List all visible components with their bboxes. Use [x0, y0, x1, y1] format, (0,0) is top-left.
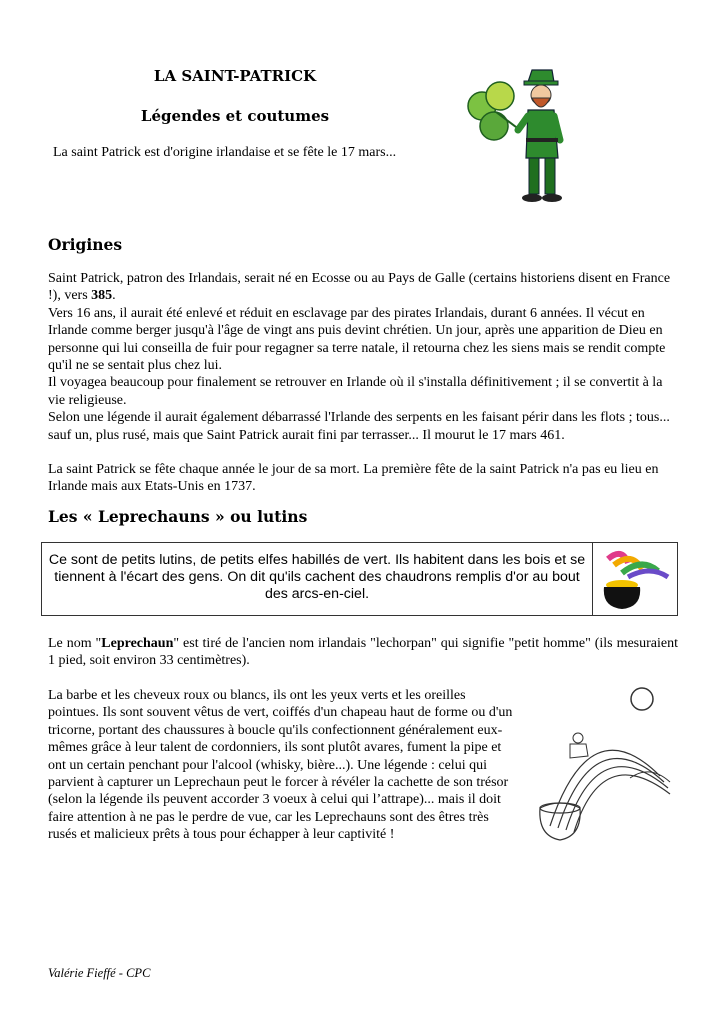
footer-author: Valérie Fieffé - CPC: [48, 966, 151, 980]
origines-p1-end: .: [112, 288, 116, 304]
sun-icon: [631, 688, 653, 710]
origines-p1-year: 385: [91, 288, 113, 304]
name-text-b: " est tiré de l'ancien nom irlandais "lechorpan" qui signifie "petit homme" (ils mesuraient 1 pied, soit environ 33 centimètres).: [48, 636, 678, 669]
rainbow-leprechaun-illustration: [530, 686, 680, 846]
origines-paragraph: Il voyagea beaucoup pour finalement se retrouver en Irlande où il s'installa définitivement ; il se convertit à la vie religieuse.: [48, 375, 663, 408]
origines-p1-text: Saint Patrick, patron des Irlandais, serait né en Ecosse ou au Pays de Galle (certains historiens disent en France !), vers: [48, 271, 671, 304]
name-word: Leprechaun: [101, 636, 174, 651]
leprechaun-shamrock-illustration: [462, 68, 572, 213]
name-text-a: Le nom ": [48, 636, 102, 651]
intro-text: La saint Patrick est d'origine irlandaise et se fête le 17 mars...: [53, 145, 397, 160]
section-heading-leprechauns: Les « Leprechauns » ou lutins: [48, 507, 308, 526]
pot-of-gold-icon: [598, 547, 674, 611]
origines-text: [48, 270, 678, 496]
page-title: LA SAINT-PATRICK: [153, 67, 317, 85]
leprechaun-description: La barbe et les cheveux roux ou blancs, ils ont les yeux verts et les oreilles pointues. Ils sont souvent vêtus de vert, coiffés d'un chapeau haut de forme ou d'un tricorne, portant des chaussures à boucle qu'ils confectionnent généralement eux-mêmes grâce à leur talent de cordonniers, ils sont plutôt avares, fument la pipe et ont un certain penchant pour l'alcool (whisky, bière...). Une légende : celui qui parvient à capturer un Leprechaun peut le forcer à révéler la cachette de son trésor (selon la légende ils peuvent accorder 3 voeux à celui qui l’attrape)... mais il doit faire attention à ne pas le perdre de vue, car les Leprechauns sont des êtres très rusés et malicieux prêts à tous pour échapper à leur captivité !: [48, 688, 513, 843]
info-box-text: Ce sont de petits lutins, de petits elfes habillés de vert. Ils habitent dans les bois et se tiennent à l'écart des gens. On dit qu'ils cachent des chaudrons remplis d'or au bout des arcs-en-ciel.: [42, 543, 593, 615]
origines-paragraph: [48, 270, 678, 305]
origines-paragraph: Vers 16 ans, il aurait été enlevé et réduit en esclavage par des pirates Irlandais, durant 6 années. Il vécut en Irlande comme berger jusqu'à l'âge de vingt ans puis devint chrétien. Un jour, après une apparition de Dieu en personne qui lui conseilla de fuir pour regagner sa terre natale, il retourna chez les siens mais se rendit compte qu'il ne se sentait plus chez lui.: [48, 305, 666, 374]
page-subtitle: Légendes et coutumes: [140, 107, 330, 125]
section-heading-origines: Origines: [48, 235, 123, 254]
leprechaun-name-text: [48, 635, 678, 670]
shamrock-icon: [468, 82, 520, 140]
name-paragraph: [48, 635, 678, 670]
origines-paragraph: La saint Patrick se fête chaque année le jour de sa mort. La première fête de la saint Patrick n'a pas eu lieu en Irlande mais aux Etats-Unis en 1737.: [48, 462, 659, 495]
leprechaun-info-box: [41, 542, 678, 616]
origines-paragraph: Selon une légende il aurait également débarrassé l'Irlande des serpents en les faisant périr dans les flots ; tous... sauf un, plus rusé, mais que Saint Patrick aurait fini par terrasser... Il mourut le 17 mars 461.: [48, 410, 670, 443]
